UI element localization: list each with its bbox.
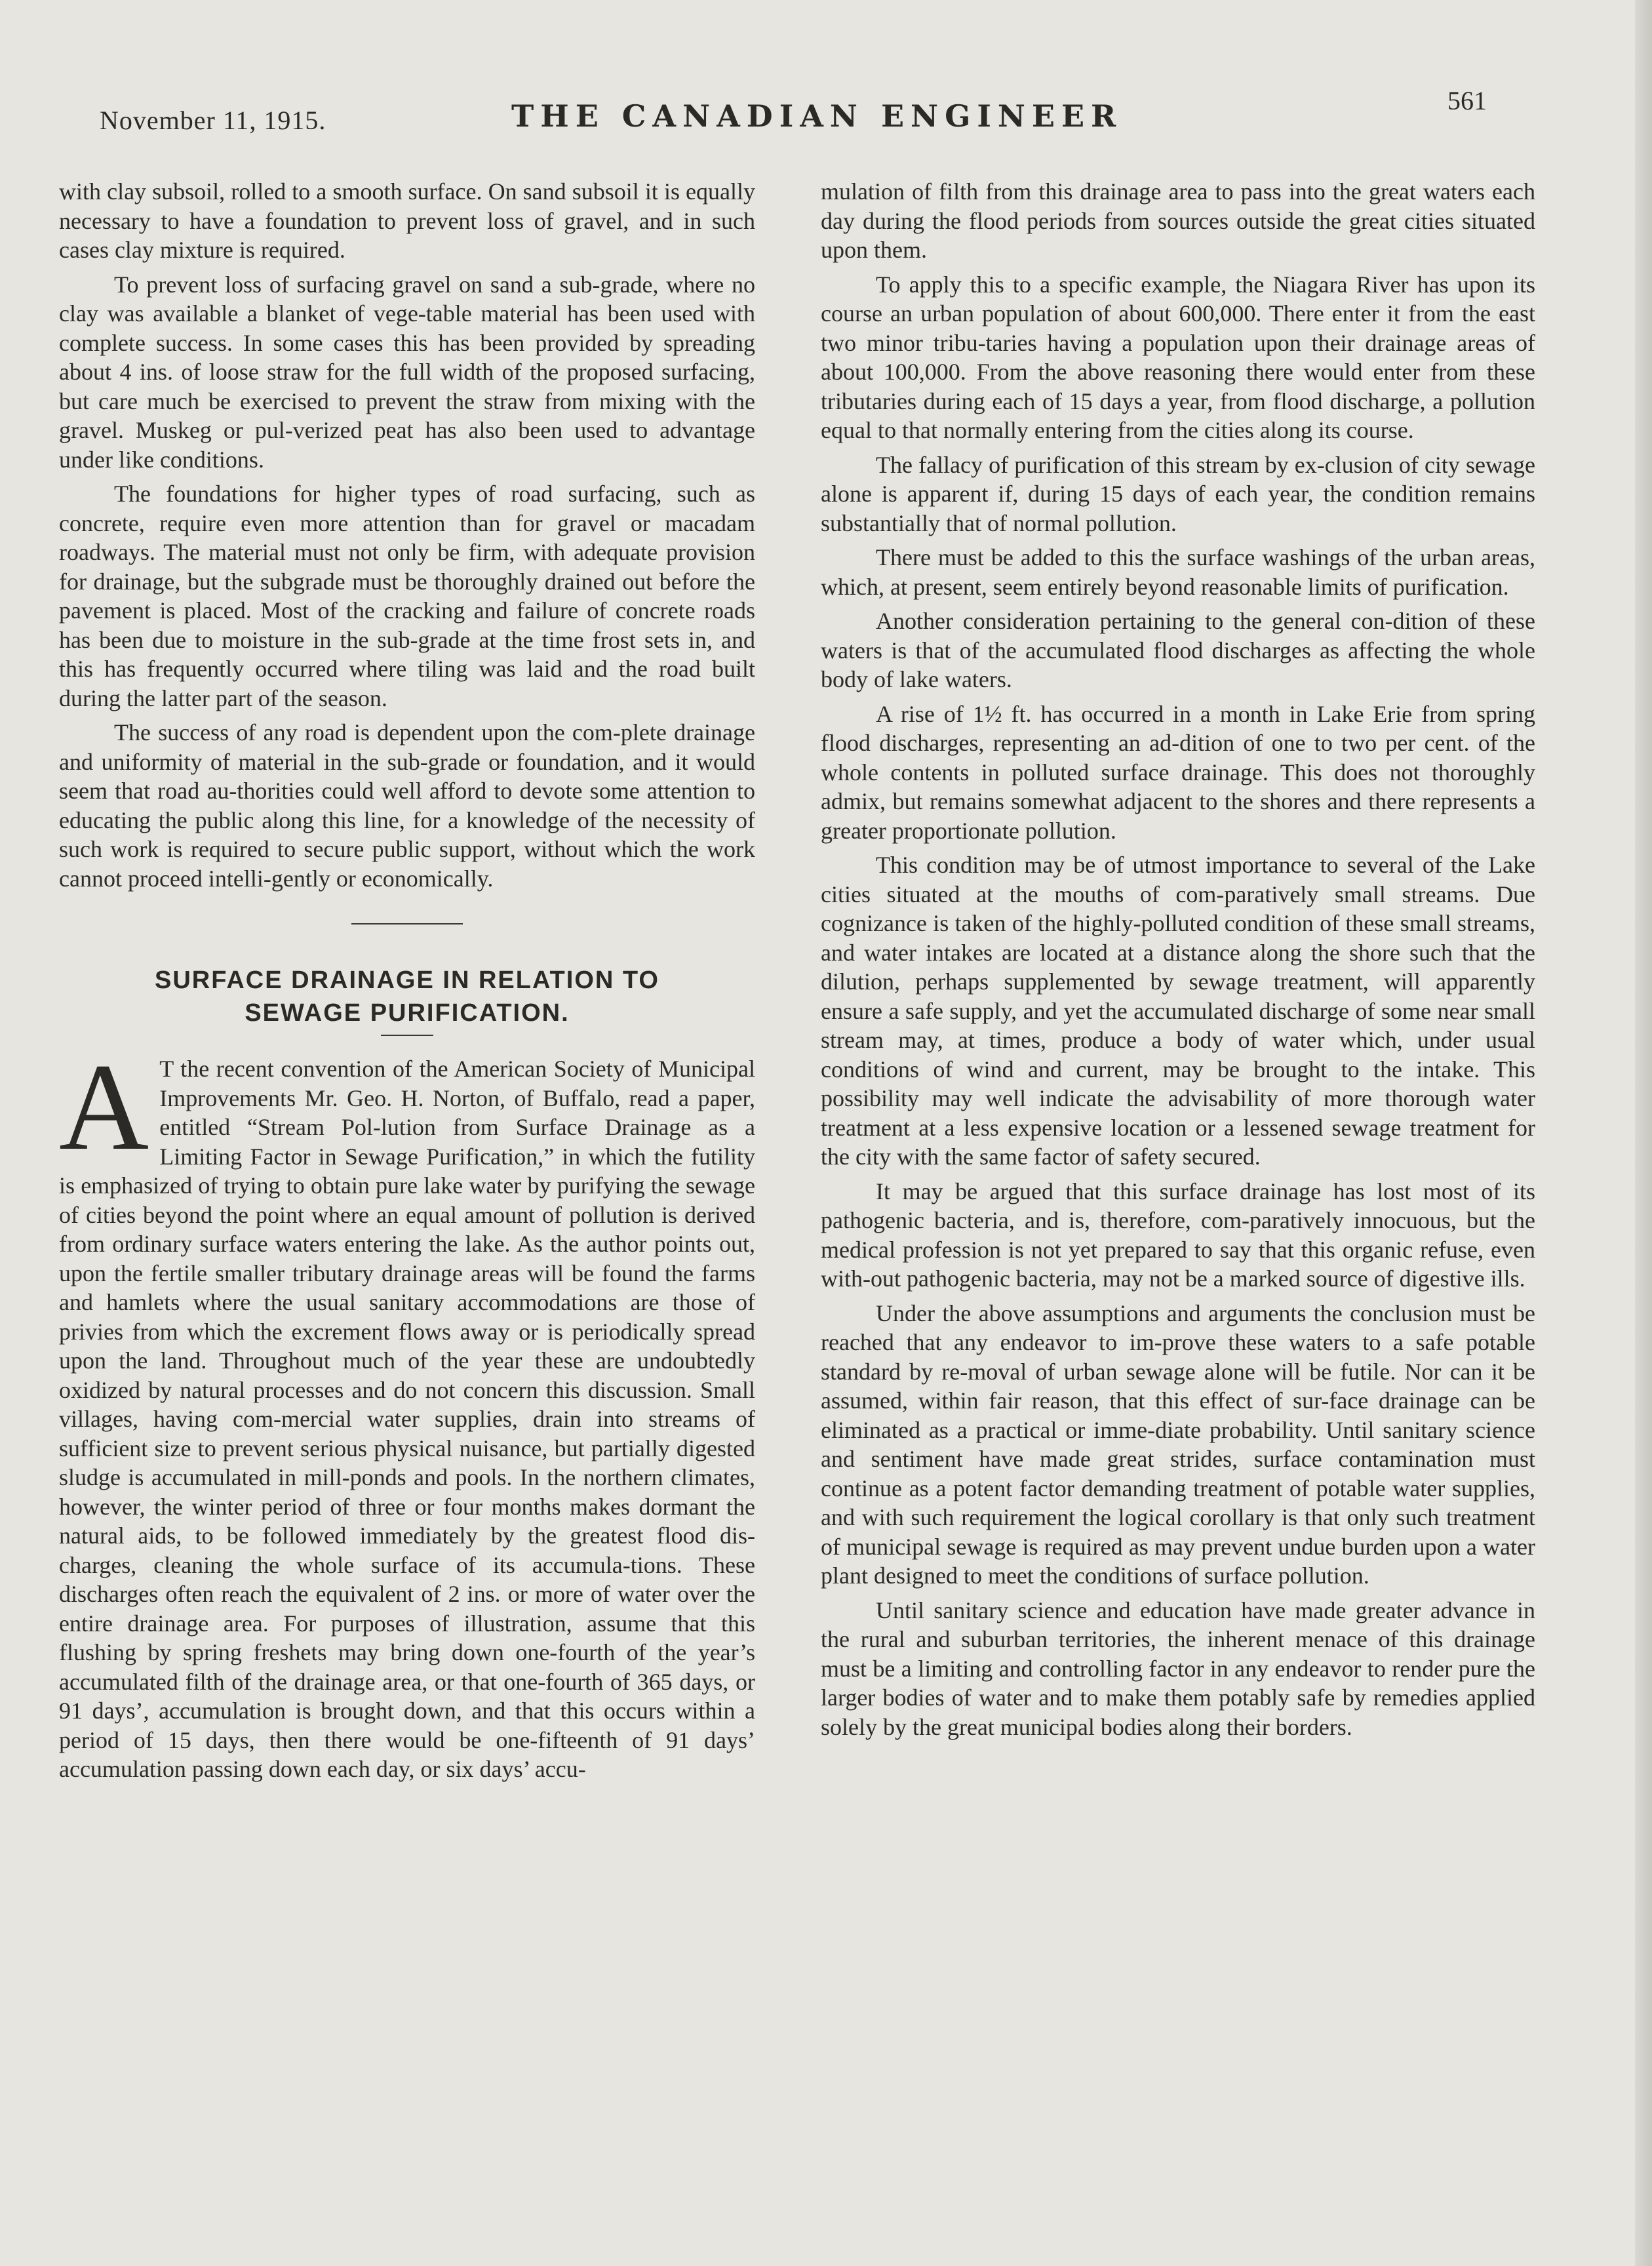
page-edge-shadow (1635, 0, 1652, 2266)
paragraph: There must be added to this the surface washings of the urban areas, which, at present, seem entirely beyond reasonable limits of purification. (821, 544, 1535, 600)
paragraph: To prevent loss of surfacing gravel on sand a sub-grade, where no clay was available a blanket of vege-table material has been used with complete success. In some cases this has been provided by spreading about 4 ins. of loose straw for the full width of the proposed surfacing, but care much be exercised to prevent the straw from mixing with the gravel. Muskeg or pul-verized peat has also been used to advantage under like conditions. (59, 271, 755, 473)
paragraph: The fallacy of purification of this stream by ex-clusion of city sewage alone is apparent if, during 15 days of each year, the condition remains substantially that of normal pollution. (821, 451, 1535, 536)
paragraph: The success of any road is dependent upon the com-plete drainage and uniformity of material in the sub-grade or foundation, and it would seem that road au-thorities could well afford to devote some attention to educating the public along this line, for a knowledge of the necessity of such work is required to secure public support, without which the work cannot proceed intelli-gently or economically. (59, 719, 755, 892)
article-headline-line-1: SURFACE DRAINAGE IN RELATION TO (155, 966, 659, 994)
left-column (59, 177, 755, 1789)
paragraph: Under the above assumptions and arguments the conclusion must be reached that any endeavor to im-prove these waters to a safe potable standard by re-moval of urban sewage alone will be futile. Nor can it be assumed, within fair reason, that this effect of sur-face drainage can be eliminated as a practical or imme-diate probability. Until sanitary science and sentiment have made great strides, surface contamination must continue as a potent factor demanding treatment of potable water supplies, and with such requirement the logical corollary is that only such treatment of municipal sewage is required as may prevent undue burden upon a water plant designed to meet the conditions of surface pollution. (821, 1300, 1535, 1589)
issue-date: November 11, 1915. (100, 106, 326, 135)
paragraph: It may be argued that this surface drainage has lost most of its pathogenic bacteria, and is, therefore, com-paratively innocuous, but the medical profession is not yet prepared to say that this organic refuse, even with-out pathogenic bacteria, may not be a marked source of digestive ills. (821, 1178, 1535, 1292)
paragraph: This condition may be of utmost importance to several of the Lake cities situated at the mouths of com-paratively small streams. Due cognizance is taken of the highly-polluted condition of these small streams, and water intakes are located at a distance along the shore such that the dilution, perhaps supplemented by sewage treatment, will apparently ensure a safe supply, and yet the accumulated discharge of some near small stream may, at times, produce a body of water which, under usual conditions of wind and current, may be brought to the intake. This possibility may well indicate the advisability of more thorough water treatment at a less expensive location or a lessened sewage treatment for the city with the same factor of safety secured. (821, 852, 1535, 1170)
article-headline-line-2: SEWAGE PURIFICATION. (245, 999, 570, 1027)
paragraph: A rise of 1½ ft. has occurred in a month in Lake Erie from spring flood discharges, representing an ad-dition of one to two per cent. of the whole contents in polluted surface drainage. This does not thoroughly admix, but remains somewhat adjacent to the shores and there represents a greater proportionate pollution. (821, 700, 1535, 844)
paragraph: Another consideration pertaining to the general con-dition of these waters is that of the accumulated flood discharges as affecting the whole body of lake waters. (821, 608, 1535, 692)
article-lead-text: T the recent convention of the American Society of Municipal Improvements Mr. Geo. H. Norton, of Buffalo, read a paper, entitled “Stream Pol-lution from Surface Drainage as a Limiting Factor in Sewage Purification,” in which the futility is emphasized of trying to obtain pure lake water by purifying the sewage of cities beyond the point where an equal amount of pollution is derived from ordinary surface waters entering the lake. As the author points out, upon the fertile smaller tributary drainage areas will be found the farms and hamlets where the usual sanitary accommodations are those of privies from which the excrement flows away or is periodically spread upon the land. Throughout much of the year these are undoubtedly oxidized by natural processes and do not concern this discussion. Small villages, having com-mercial water supplies, drain into streams of sufficient size to prevent serious physical nuisance, but partially digested sludge is accumulated in mill-ponds and pools. In the northern climates, however, the winter period of three or four months makes dormant the natural aids, to be followed immediately by the greatest flood dis-charges, cleaning the whole surface of its accumula-tions. These discharges often reach the equivalent of 2 ins. or more of water over the entire drainage area. For purposes of illustration, assume that this flushing by spring freshets may bring down one-fourth of the year’s accumulated filth of the drainage area, or that one-fourth of 365 days, or 91 days’, accumulation is brought down, and that this occurs within a period of 15 days, then there would be one-fifteenth of 91 days’ accumulation passing down each day, or six days’ accu- (59, 1056, 755, 1782)
page-number: 561 (1447, 86, 1487, 115)
paragraph: mulation of filth from this drainage area to pass into the great waters each day during the flood periods from sources outside the great cities situated upon them. (821, 178, 1535, 263)
paragraph: The foundations for higher types of road surfacing, such as concrete, require even more attention than for gravel or macadam roadways. The material must not only be firm, with adequate provision for drainage, but the subgrade must be thoroughly drained out before the pavement is placed. Most of the cracking and failure of concrete roads has been due to moisture in the sub-grade at the time frost sets in, and this has frequently occurred where tiling was laid and the road built during the latter part of the season. (59, 481, 755, 711)
paragraph: To apply this to a specific example, the Niagara River has upon its course an urban population of about 600,000. There enter it from the east two minor tribu-taries having a population upon their drainage areas of about 100,000. From the above reasoning there would enter from these tributaries during each of 15 days a year, from flood discharge, a pollution equal to that normally entering from the cities along its course. (821, 271, 1535, 443)
paragraph: with clay subsoil, rolled to a smooth surface. On sand subsoil it is equally necessary to have a foundation to prevent loss of gravel, and in such cases clay mixture is required. (59, 178, 755, 263)
journal-title: THE CANADIAN ENGINEER (511, 98, 1123, 134)
drop-cap: A (59, 1039, 149, 1176)
article-lead-paragraph (59, 1039, 755, 1784)
paragraph: Until sanitary science and education have made greater advance in the rural and suburban territories, the inherent menace of this drainage must be a limiting and controlling factor in any endeavor to render pure the larger bodies of water and to make them potably safe by remedies applied solely by the great municipal bodies along their borders. (821, 1597, 1535, 1740)
section-separator-rule (351, 923, 463, 924)
headline-rule (381, 1035, 433, 1036)
right-column (821, 177, 1535, 1747)
